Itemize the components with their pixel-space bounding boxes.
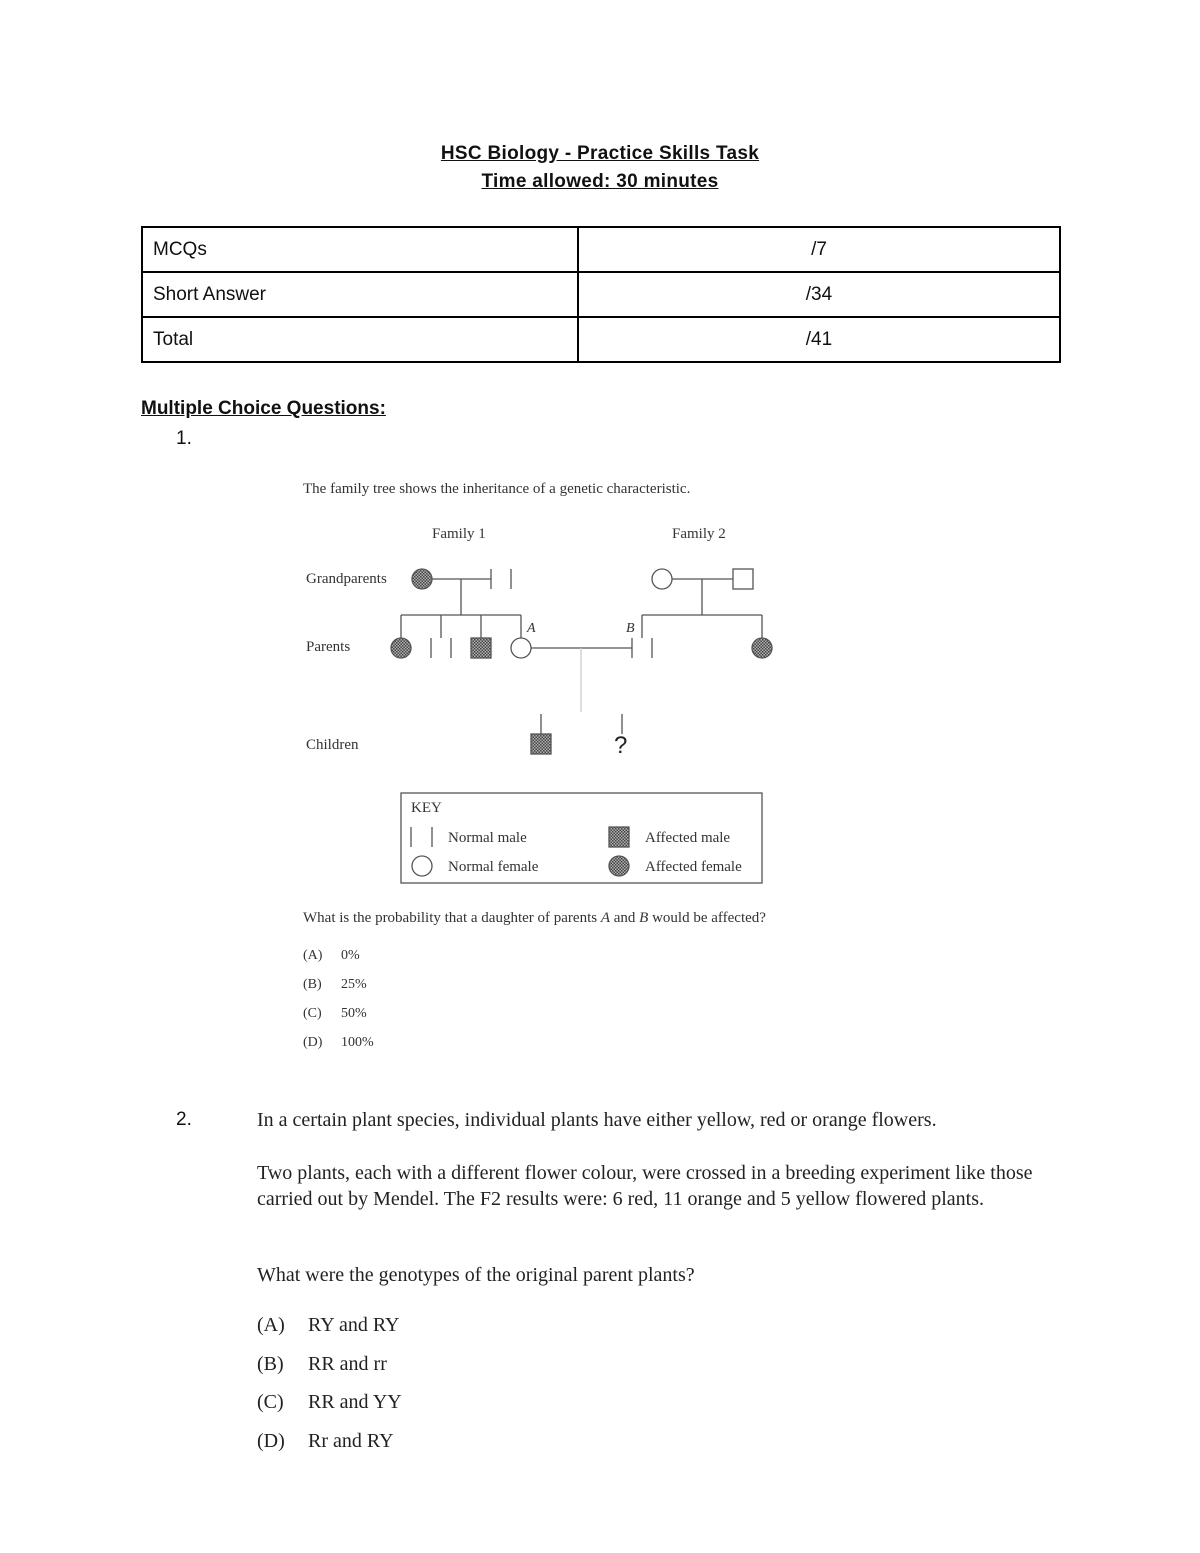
parent-b-symbol xyxy=(632,638,652,658)
generation-children-label: Children xyxy=(306,737,359,753)
question-2-text: What were the genotypes of the original parent plants? xyxy=(257,1264,695,1286)
affected-male-symbol xyxy=(471,638,491,658)
score-value-total: /41 xyxy=(578,317,1060,362)
question-2-option-c[interactable]: (C) RR and YY xyxy=(257,1391,402,1413)
question-1-option-c[interactable]: (C) 50% xyxy=(303,1006,367,1021)
question-1-option-b[interactable]: (B) 25% xyxy=(303,977,367,992)
key-affected-male-symbol xyxy=(609,827,629,847)
key-normal-female-label: Normal female xyxy=(448,859,539,875)
question-2-intro: In a certain plant species, individual plants have either yellow, red or orange flowers. xyxy=(257,1109,937,1131)
question-1-intro: The family tree shows the inheritance of a genetic characteristic. xyxy=(303,481,691,497)
generation-grandparents-label: Grandparents xyxy=(306,571,387,587)
parent-a-symbol xyxy=(511,638,531,658)
key-affected-male-label: Affected male xyxy=(645,830,731,846)
question-1-option-a[interactable]: (A) 0% xyxy=(303,948,360,963)
question-2-option-b[interactable]: (B) RR and rr xyxy=(257,1353,387,1375)
question-2-details: Two plants, each with a different flower colour, were crossed in a breeding experiment like those carried out by Mendel. The F2 results were: 6 red, 11 orange and 5 yellow flowered plants. xyxy=(257,1162,1033,1210)
parent-b-label: B xyxy=(626,621,635,636)
key-title: KEY xyxy=(411,800,442,816)
question-2-option-d[interactable]: (D) Rr and RY xyxy=(257,1430,394,1452)
affected-female-symbol xyxy=(412,569,432,589)
family-2-label: Family 2 xyxy=(672,526,726,542)
key-affected-female-label: Affected female xyxy=(645,859,742,875)
generation-parents-label: Parents xyxy=(306,639,351,655)
family-1-label: Family 1 xyxy=(432,526,486,542)
key-affected-female-symbol xyxy=(609,856,629,876)
normal-male-symbol xyxy=(733,569,753,589)
score-label-short-answer: Short Answer xyxy=(142,272,578,317)
score-value-mcqs: /7 xyxy=(578,227,1060,272)
question-1-number: 1. xyxy=(176,428,192,449)
page-title: HSC Biology - Practice Skills Task xyxy=(440,143,760,164)
parent-a-label: A xyxy=(527,621,536,636)
score-label-total: Total xyxy=(142,317,578,362)
normal-female-symbol xyxy=(652,569,672,589)
question-2-option-a[interactable]: (A) RY and RY xyxy=(257,1314,400,1336)
question-1-text: What is the probability that a daughter of parents A and B would be affected? xyxy=(303,910,766,926)
normal-male-symbol xyxy=(491,569,511,589)
affected-male-symbol xyxy=(531,734,551,754)
affected-female-symbol xyxy=(391,638,411,658)
affected-female-symbol xyxy=(752,638,772,658)
section-heading: Multiple Choice Questions: xyxy=(141,398,386,419)
score-label-mcqs: MCQs xyxy=(142,227,578,272)
unknown-child-mark: ? xyxy=(614,732,628,759)
normal-male-symbol xyxy=(431,638,451,658)
key-normal-male-label: Normal male xyxy=(448,830,527,846)
question-1-option-d[interactable]: (D) 100% xyxy=(303,1035,374,1050)
question-2-number: 2. xyxy=(176,1109,192,1130)
score-value-short-answer: /34 xyxy=(578,272,1060,317)
key-normal-female-symbol xyxy=(412,856,432,876)
time-allowed: Time allowed: 30 minutes xyxy=(481,171,719,192)
